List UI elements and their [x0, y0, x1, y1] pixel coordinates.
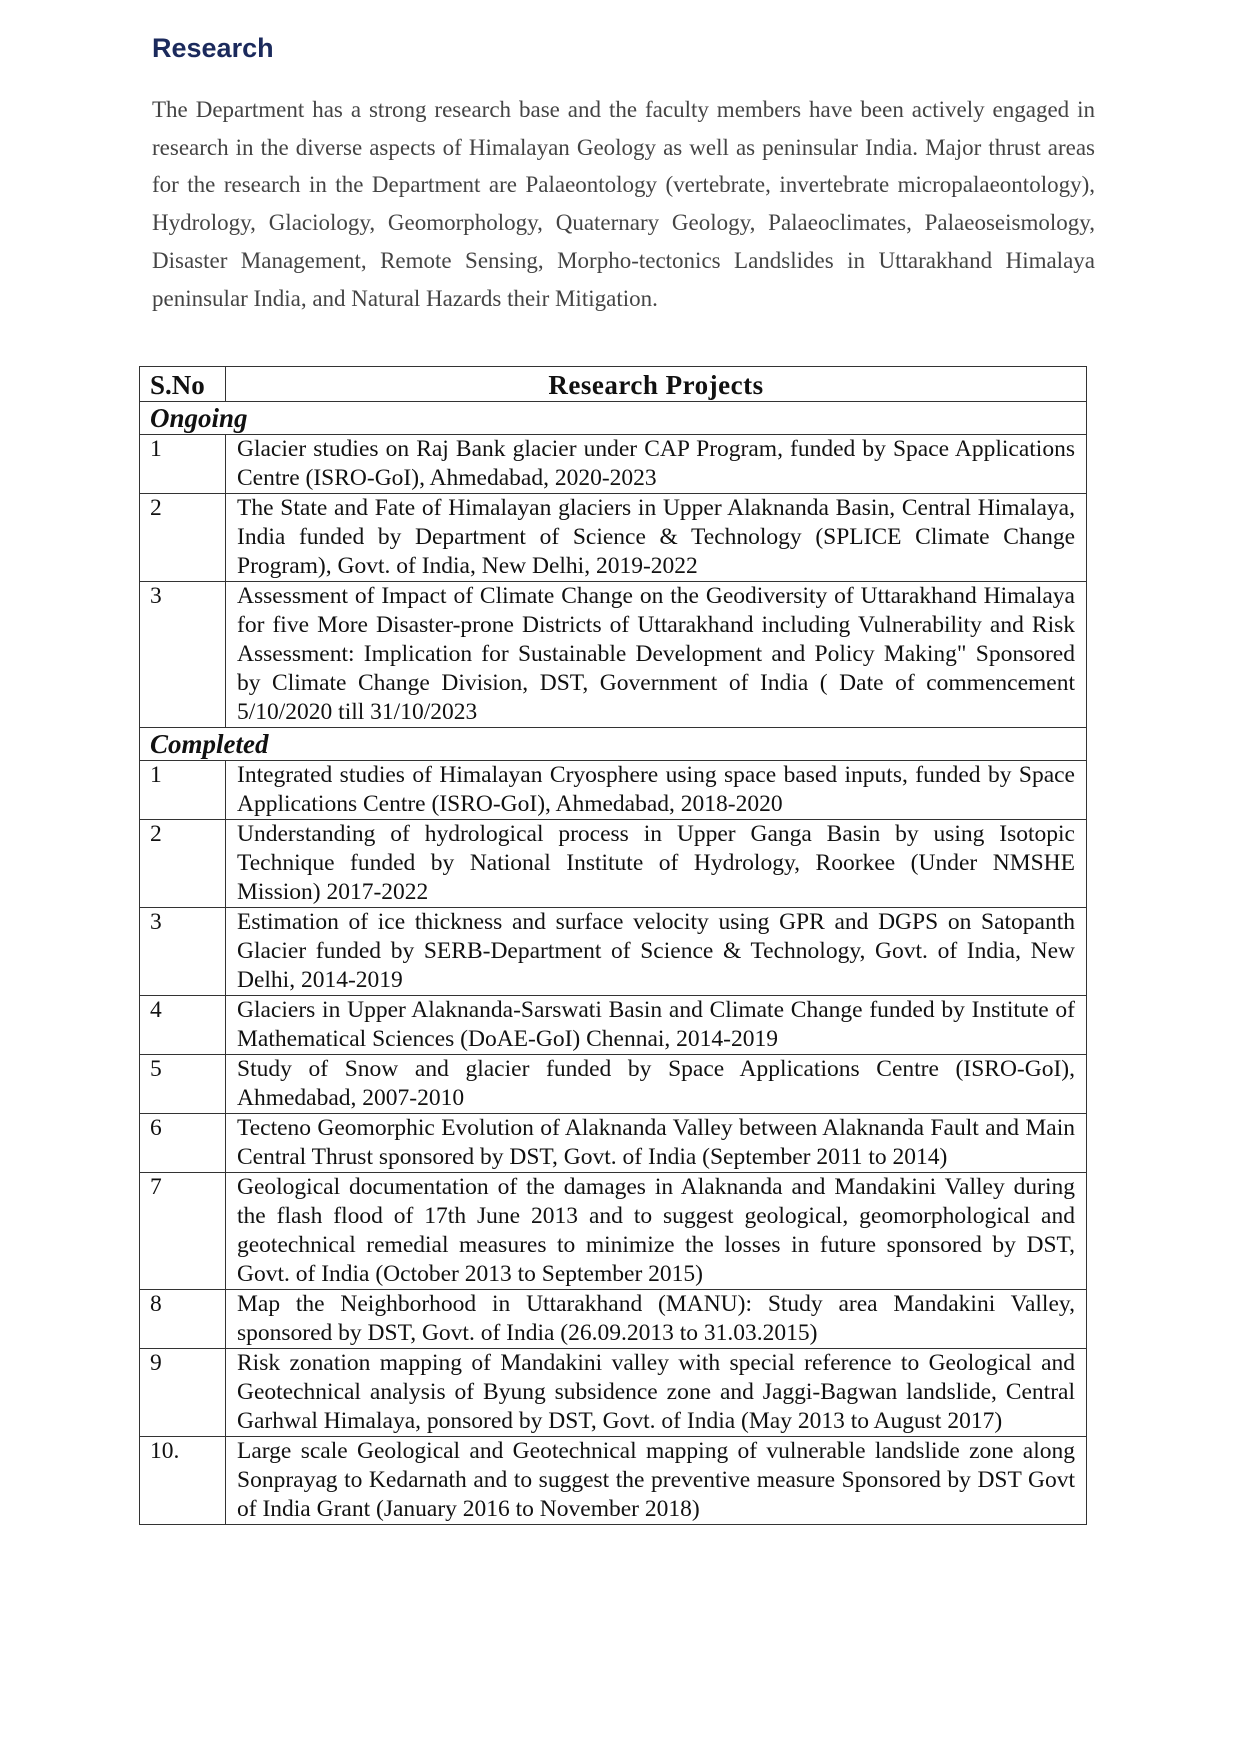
table-row — [140, 494, 1087, 582]
section-label-ongoing: Ongoing — [140, 402, 1087, 435]
section-label-completed: Completed — [140, 728, 1087, 761]
row-project: Understanding of hydrological process in Upper Ganga Basin by using Isotopic Technique funded by National Institute of Hydrology, Roorkee (Under NMSHE Mission) 2017-2022 — [226, 820, 1087, 908]
table-row — [140, 1173, 1087, 1290]
row-sno: 2 — [140, 494, 226, 582]
row-project: Estimation of ice thickness and surface velocity using GPR and DGPS on Satopanth Glacier funded by SERB-Department of Science & Technology, Govt. of India, New Delhi, 2014-2019 — [226, 908, 1087, 996]
row-sno: 3 — [140, 908, 226, 996]
row-sno: 9 — [140, 1349, 226, 1437]
table-row — [140, 1114, 1087, 1173]
row-project: Study of Snow and glacier funded by Space Applications Centre (ISRO-GoI), Ahmedabad, 2007-2010 — [226, 1055, 1087, 1114]
intro-paragraph: The Department has a strong research base and the faculty members have been actively engaged in research in the diverse aspects of Himalayan Geology as well as peninsular India. Major thrust areas for the research in the Department are Palaeontology (vertebrate, invertebrate micropalaeontology), Hydrology, Glaciology, Geomorphology, Quaternary Geology, Palaeoclimates, Palaeoseismology, Disaster Management, Remote Sensing, Morpho-tectonics Landslides in Uttarakhand Himalaya peninsular India, and Natural Hazards their Mitigation. — [152, 97, 1095, 311]
page-title: Research — [152, 33, 274, 63]
row-project: Glaciers in Upper Alaknanda-Sarswati Basin and Climate Change funded by Institute of Mathematical Sciences (DoAE-GoI) Chennai, 2014-2019 — [226, 996, 1087, 1055]
row-project: Risk zonation mapping of Mandakini valley with special reference to Geological and Geotechnical analysis of Byung subsidence zone and Jaggi-Bagwan landslide, Central Garhwal Himalaya, ponsored by DST, Govt. of India (May 2013 to August 2017) — [226, 1349, 1087, 1437]
row-sno: 5 — [140, 1055, 226, 1114]
row-project: Large scale Geological and Geotechnical mapping of vulnerable landslide zone along Sonprayag to Kedarnath and to suggest the preventive measure Sponsored by DST Govt of India Grant (January 2016 to November 2018) — [226, 1437, 1087, 1525]
row-project: Tecteno Geomorphic Evolution of Alaknanda Valley between Alaknanda Fault and Main Central Thrust sponsored by DST, Govt. of India (September 2011 to 2014) — [226, 1114, 1087, 1173]
row-sno: 10. — [140, 1437, 226, 1525]
section-row-ongoing — [140, 402, 1087, 435]
row-project: Geological documentation of the damages in Alaknanda and Mandakini Valley during the flash flood of 17th June 2013 and to suggest geological, geomorphological and geotechnical remedial measures to minimize the losses in future sponsored by DST, Govt. of India (October 2013 to September 2015) — [226, 1173, 1087, 1290]
table-row — [140, 761, 1087, 820]
section-row-completed — [140, 728, 1087, 761]
row-sno: 2 — [140, 820, 226, 908]
research-projects-table — [139, 366, 1087, 1525]
row-project: Map the Neighborhood in Uttarakhand (MANU): Study area Mandakini Valley, sponsored by DST, Govt. of India (26.09.2013 to 31.03.2015) — [226, 1290, 1087, 1349]
row-sno: 1 — [140, 435, 226, 494]
table-row — [140, 582, 1087, 728]
column-header-research-projects: Research Projects — [226, 367, 1087, 402]
table-row — [140, 1290, 1087, 1349]
table-header-row — [140, 367, 1087, 402]
table-row — [140, 908, 1087, 996]
row-sno: 4 — [140, 996, 226, 1055]
table-row — [140, 435, 1087, 494]
row-project: Assessment of Impact of Climate Change on the Geodiversity of Uttarakhand Himalaya for five More Disaster-prone Districts of Uttarakhand including Vulnerability and Risk Assessment: Implication for Sustainable Development and Policy Making" Sponsored by Climate Change Division, DST, Government of India ( Date of commencement 5/10/2020 till 31/10/2023 — [226, 582, 1087, 728]
table-row — [140, 996, 1087, 1055]
row-project: Glacier studies on Raj Bank glacier under CAP Program, funded by Space Applications Centre (ISRO-GoI), Ahmedabad, 2020-2023 — [226, 435, 1087, 494]
row-sno: 7 — [140, 1173, 226, 1290]
row-sno: 3 — [140, 582, 226, 728]
table-row — [140, 1437, 1087, 1525]
row-sno: 1 — [140, 761, 226, 820]
row-project: Integrated studies of Himalayan Cryosphere using space based inputs, funded by Space Applications Centre (ISRO-GoI), Ahmedabad, 2018-2020 — [226, 761, 1087, 820]
table-row — [140, 1055, 1087, 1114]
row-sno: 8 — [140, 1290, 226, 1349]
row-project: The State and Fate of Himalayan glaciers in Upper Alaknanda Basin, Central Himalaya, India funded by Department of Science & Technology (SPLICE Climate Change Program), Govt. of India, New Delhi, 2019-2022 — [226, 494, 1087, 582]
row-sno: 6 — [140, 1114, 226, 1173]
column-header-sno: S.No — [140, 367, 226, 402]
table-row — [140, 1349, 1087, 1437]
table-row — [140, 820, 1087, 908]
table-body — [140, 402, 1087, 1525]
